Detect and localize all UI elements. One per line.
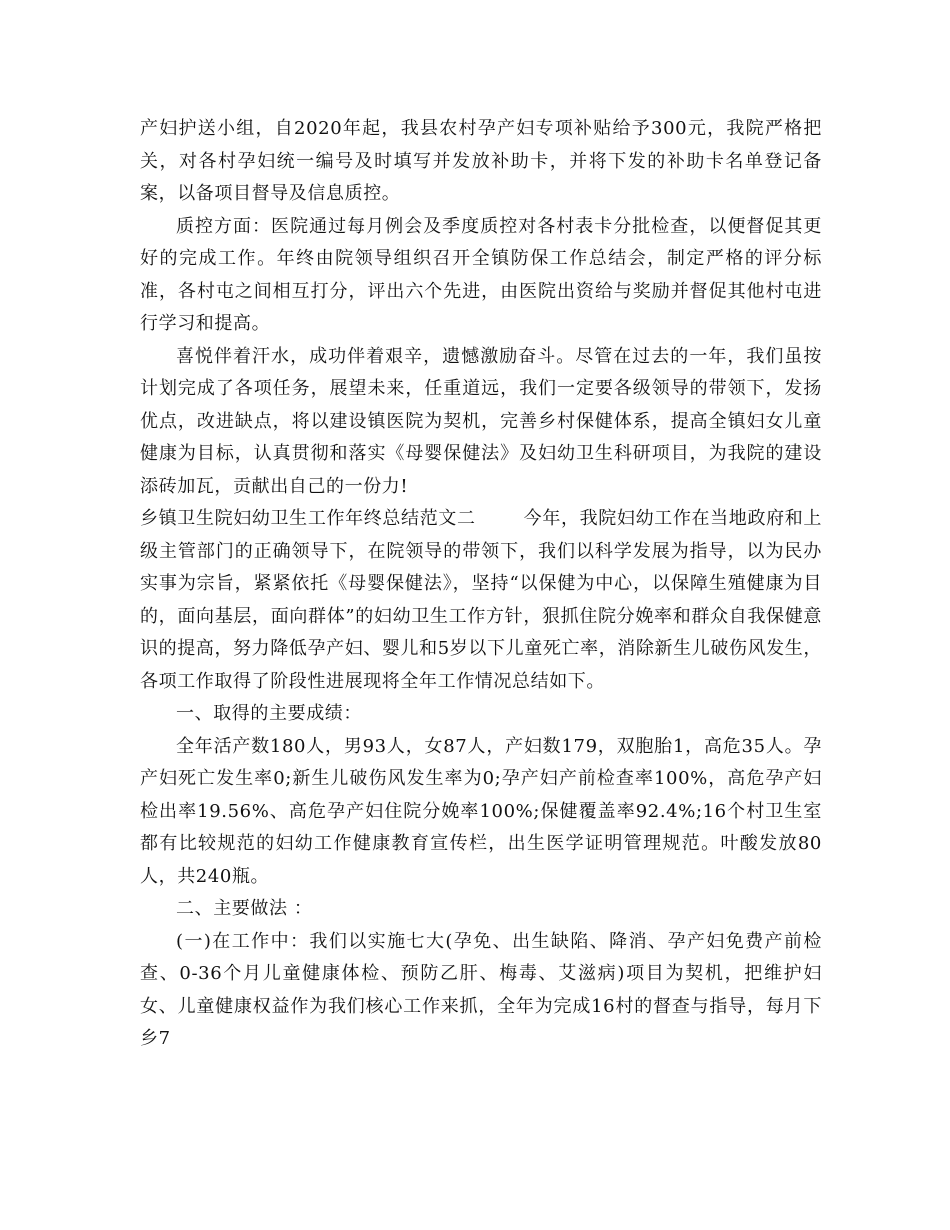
paragraph-intro [140,503,822,698]
paragraph-outlook: 喜悦伴着汗水，成功伴着艰辛，遗憾激励奋斗。尽管在过去的一年，我们虽按计划完成了各项任务，展望未来，任重道远，我们一定要各级领导的带领下，发扬优点，改进缺点，将以建设镇医院为契机，完善乡村保健体系，提高全镇妇女儿童健康为目标，认真贯彻和落实《母婴保健法》及妇幼卫生科研项目，为我院的建设添砖加瓦，贡献出自己的一份力! [140,345,822,497]
document-title: 乡镇卫生院妇幼卫生工作年终总结范文二 [140,508,476,529]
document-page [140,113,822,1056]
section-heading-methods: 二、主要做法 ： [176,898,313,919]
intro-text: 今年，我院妇幼工作在当地政府和上级主管部门的正确领导下，在院领导的带领下，我们以科学发展为指导，以为民办实事为宗旨，紧紧依托《母婴保健法》，坚持“以保健为中心，以保障生殖健康为目的，面向基层，面向群体”的妇幼卫生工作方针，狠抓住院分娩率和群众自我保健意识的提高，努力降低孕产妇、婴儿和5岁以下儿童死亡率，消除新生儿破伤风发生，各项工作取得了阶段性进展现将全年工作情况总结如下。 [140,508,822,692]
paragraph-subsidy: 产妇护送小组，自2020年起，我县农村孕产妇专项补贴给予300元，我院严格把关，对各村孕妇统一编号及时填写并发放补助卡，并将下发的补助卡名单登记备案，以备项目督导及信息质控。 [140,118,822,204]
section-heading-achievements: 一、取得的主要成绩： [176,703,362,724]
paragraph-achievements: 全年活产数180人，男93人，女87人，产妇数179，双胞胎1，高危35人。孕产妇死亡发生率0;新生儿破伤风发生率为0;孕产妇产前检查率100%，高危孕产妇检出率19.56%、高危孕产妇住院分娩率100%;保健覆盖率92.4%;16个村卫生室都有比较规范的妇幼工作健康教育宣传栏，出生医学证明管理规范。叶酸发放80人，共240瓶。 [140,735,822,887]
paragraph-quality-control: 质控方面：医院通过每月例会及季度质控对各村表卡分批检查，以便督促其更好的完成工作。年终由院领导组织召开全镇防保工作总结会，制定严格的评分标准，各村屯之间相互打分，评出六个先进，由医院出资给与奖励并督促其他村屯进行学习和提高。 [140,215,822,334]
paragraph-methods: (一)在工作中：我们以实施七大(孕免、出生缺陷、降消、孕产妇免费产前检查、0-36个月儿童健康体检、预防乙肝、梅毒、艾滋病)项目为契机，把维护妇女、儿童健康权益作为我们核心工作来抓，全年为完成16村的督查与指导，每月下乡7 [140,930,822,1049]
